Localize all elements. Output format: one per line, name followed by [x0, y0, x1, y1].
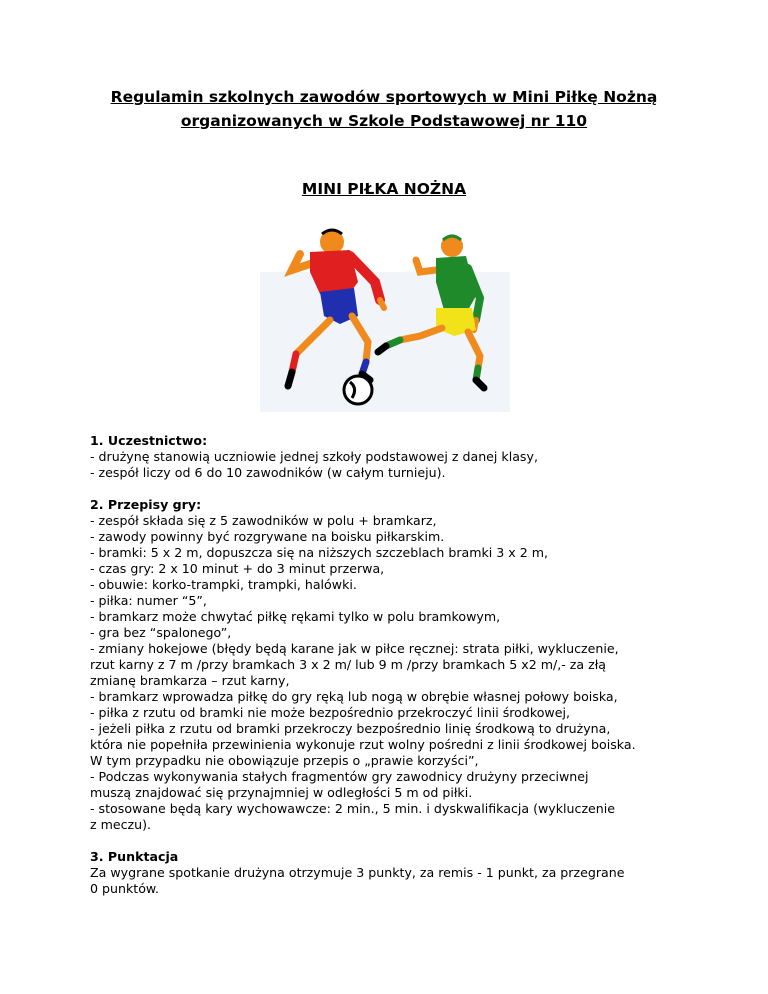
section-heading: 2. Przepisy gry:	[90, 497, 202, 512]
text-line: W tym przypadku nie obowiązuje przepis o „prawie korzyści”,	[90, 753, 479, 768]
text-line: rzut karny z 7 m /przy bramkach 3 x 2 m/ lub 9 m /przy bramkach 5 x2 m/,- za złą	[90, 657, 607, 672]
text-line: - jeżeli piłka z rzutu od bramki przekroczy bezpośrednio linię środkową to drużyna,	[90, 721, 611, 736]
section-scoring	[90, 849, 690, 897]
text-line: - zawody powinny być rozgrywane na boisku piłkarskim.	[90, 529, 445, 544]
text-line: - piłka: numer “5”,	[90, 593, 207, 608]
rules-content	[90, 433, 690, 913]
title-line-2: organizowanych w Szkole Podstawowej nr 110	[180, 112, 588, 130]
document-title	[60, 85, 708, 133]
text-line: - bramkarz może chwytać piłkę rękami tylko w polu bramkowym,	[90, 609, 501, 624]
text-line: - czas gry: 2 x 10 minut + do 3 minut przerwa,	[90, 561, 385, 576]
text-line: która nie popełniła przewinienia wykonuje rzut wolny pośredni z linii środkowej boiska.	[90, 737, 636, 752]
text-line: - zespół składa się z 5 zawodników w polu + bramkarz,	[90, 513, 437, 528]
text-line: muszą znajdować się przynajmniej w odległości 5 m od piłki.	[90, 785, 473, 800]
text-line: - bramkarz wprowadza piłkę do gry ręką lub nogą w obrębie własnej połowy boiska,	[90, 689, 618, 704]
text-line: - zespół liczy od 6 do 10 zawodników (w całym turnieju).	[90, 465, 446, 480]
soccer-ball-icon	[344, 376, 372, 404]
text-line: - drużynę stanowią uczniowie jednej szkoły podstawowej z danej klasy,	[90, 449, 538, 464]
section-participation	[90, 433, 690, 481]
text-line: zmianę bramkarza – rzut karny,	[90, 673, 290, 688]
section-game-rules	[90, 497, 690, 833]
text-line: - obuwie: korko-trampki, trampki, halówki.	[90, 577, 357, 592]
text-line: - zmiany hokejowe (błędy będą karane jak w piłce ręcznej: strata piłki, wykluczenie,	[90, 641, 619, 656]
section-heading: 1. Uczestnictwo:	[90, 433, 208, 448]
text-line: - bramki: 5 x 2 m, dopuszcza się na niższych szczeblach bramki 3 x 2 m,	[90, 545, 549, 560]
section-heading: 3. Punktacja	[90, 849, 179, 864]
text-line: - Podczas wykonywania stałych fragmentów gry zawodnicy drużyny przeciwnej	[90, 769, 589, 784]
title-line-1: Regulamin szkolnych zawodów sportowych w Mini Piłkę Nożną	[110, 88, 658, 106]
text-line: - piłka z rzutu od bramki nie może bezpośrednio przekroczyć linii środkowej,	[90, 705, 570, 720]
soccer-players-illustration	[240, 212, 530, 422]
text-line: - stosowane będą kary wychowawcze: 2 min., 5 min. i dyskwalifikacja (wykluczenie	[90, 801, 616, 816]
text-line: 0 punktów.	[90, 881, 160, 896]
text-line: z meczu).	[90, 817, 152, 832]
text-line: - gra bez “spalonego”,	[90, 625, 232, 640]
text-line: Za wygrane spotkanie drużyna otrzymuje 3 punkty, za remis - 1 punkt, za przegrane	[90, 865, 625, 880]
document-subtitle: MINI PIŁKA NOŻNA	[301, 180, 467, 198]
soccer-players-icon	[240, 212, 530, 422]
